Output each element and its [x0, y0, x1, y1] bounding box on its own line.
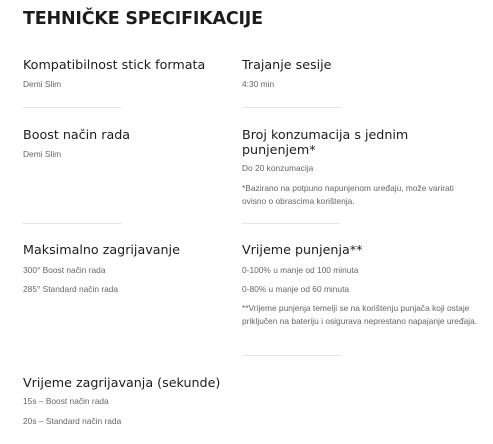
- spec-value: 0-100% u manje od 100 minuta: [242, 265, 359, 275]
- spec-footnote: *Bazirano na potpuno napunjenom uređaju, može varirati ovisno o obrascima korištenja.: [242, 183, 454, 206]
- spec-boost-mode: [23, 127, 223, 160]
- spec-consumptions-per-charge: [242, 127, 454, 207]
- spec-value: 4:30 min: [242, 79, 275, 89]
- spec-footnote: **Vrijeme punjenja temelji se na korištenju punjača koji ostaje priključen na bateriju i osigurava neprestano napajanje uređaja.: [242, 303, 478, 326]
- spec-title: Maksimalno zagrijavanje: [23, 242, 180, 257]
- spec-stick-format: [23, 57, 223, 90]
- divider: [242, 223, 340, 224]
- spec-title: Trajanje sesije: [242, 57, 332, 72]
- page-title: TEHNIČKE SPECIFIKACIJE: [23, 9, 263, 29]
- spec-value: 15s – Boost način rada: [23, 396, 109, 406]
- spec-title: Broj konzumacija s jednim punjenjem*: [242, 127, 409, 157]
- spec-title: Kompatibilnost stick formata: [23, 57, 206, 72]
- divider: [23, 223, 121, 224]
- spec-title: Boost način rada: [23, 127, 131, 142]
- spec-value: Demi Slim: [23, 79, 62, 89]
- divider: [242, 107, 340, 108]
- spec-value: 285° Standard način rada: [23, 284, 119, 294]
- spec-value: 300° Boost način rada: [23, 265, 106, 275]
- spec-title: Vrijeme zagrijavanja (sekunde): [23, 375, 221, 390]
- spec-value: Demi Slim: [23, 149, 62, 159]
- spec-session-duration: [242, 57, 472, 90]
- spec-value: Do 20 konzumacija: [242, 163, 314, 173]
- spec-charging-time: [242, 242, 482, 327]
- spec-heating-time: [23, 375, 263, 427]
- divider: [242, 355, 340, 356]
- spec-max-heating: [23, 242, 223, 295]
- spec-title: Vrijeme punjenja**: [242, 242, 363, 257]
- divider: [23, 107, 121, 108]
- spec-value: 20s – Standard način rada: [23, 416, 122, 426]
- spec-value: 0-80% u manje od 60 minuta: [242, 284, 350, 294]
